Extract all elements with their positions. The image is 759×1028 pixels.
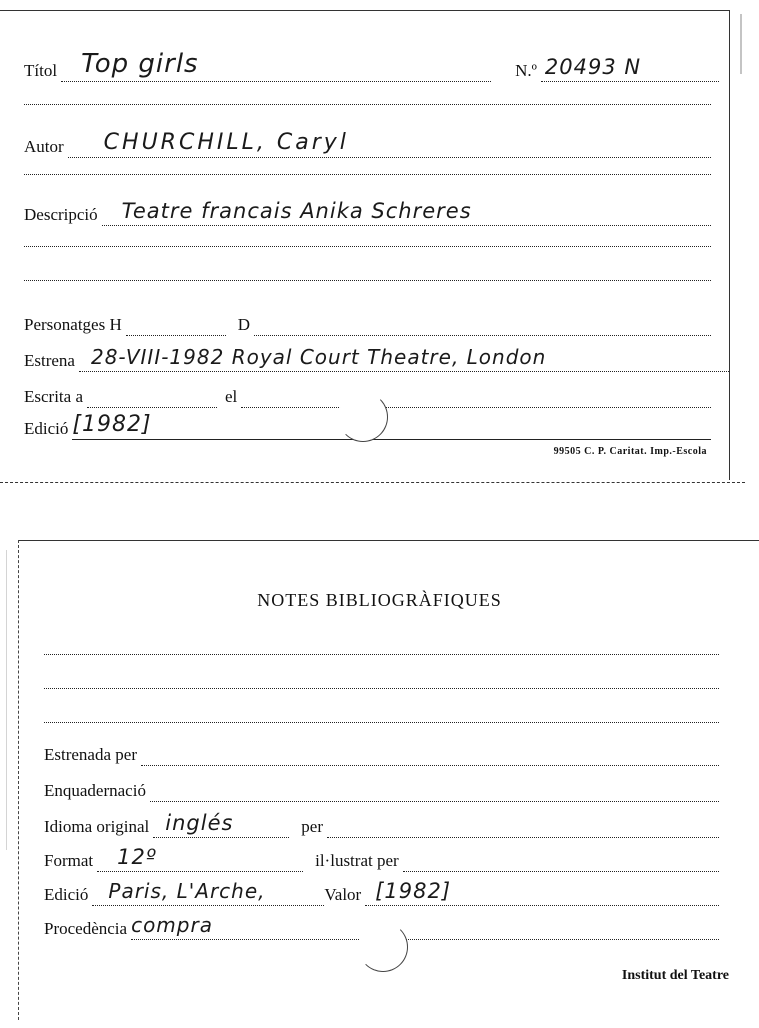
card-edge-left — [18, 540, 19, 1020]
catalog-card-back — [0, 530, 759, 1028]
num-label: N.º — [515, 61, 537, 80]
idioma-per-label: per — [301, 817, 323, 836]
enquadernacio-row — [44, 776, 719, 802]
edicio-back-field — [92, 879, 324, 906]
titol-label: Títol — [24, 61, 58, 80]
scan-noise — [740, 14, 742, 74]
titol-row — [24, 49, 719, 82]
format-row — [44, 846, 719, 872]
valor-label: Valor — [324, 885, 362, 904]
el-field — [241, 385, 711, 408]
blank-line — [44, 722, 719, 723]
punch-hole — [338, 392, 388, 442]
escrita-label: Escrita a — [24, 387, 83, 406]
valor-value: [1982] — [375, 879, 452, 903]
estrena-field — [79, 345, 729, 372]
num-value: 20493 N — [544, 55, 642, 79]
el-label: el — [225, 387, 238, 406]
descripcio-field — [102, 199, 711, 226]
valor-field — [365, 879, 719, 906]
enquadernacio-field — [150, 779, 719, 802]
personatges-h-field — [126, 313, 226, 336]
blank-line — [24, 280, 711, 281]
enquadernacio-label: Enquadernació — [44, 781, 146, 800]
personatges-d-field — [254, 313, 711, 336]
descripcio-row — [24, 200, 711, 226]
blank-line — [44, 688, 719, 689]
procedencia-label: Procedència — [44, 919, 128, 938]
notes-title: NOTES BIBLIOGRÀFIQUES — [257, 590, 502, 610]
edicio-value: [1982] — [72, 412, 152, 437]
edicio-back-row — [44, 880, 719, 906]
edicio-back-label: Edició — [44, 885, 89, 904]
blank-line — [24, 174, 711, 175]
punch-hole — [358, 922, 408, 972]
autor-row — [24, 132, 711, 158]
autor-label: Autor — [24, 137, 64, 156]
estrena-label: Estrena — [24, 351, 75, 370]
blank-line — [44, 654, 719, 655]
card-edge-bottom — [0, 482, 745, 483]
catalog-card-front — [0, 0, 759, 492]
estrenada-label: Estrenada per — [44, 745, 137, 764]
printer-imprint: 99505 C. P. Caritat. Imp.-Escola — [553, 446, 707, 457]
personatges-d-label: D — [237, 315, 251, 334]
edicio-back-value: Paris, L'Arche, — [108, 879, 266, 903]
edicio-label: Edició — [24, 419, 69, 438]
blank-line — [24, 104, 711, 105]
procedencia-field — [131, 913, 719, 940]
num-field — [541, 55, 719, 82]
descripcio-label: Descripció — [24, 205, 98, 224]
idioma-per-field — [327, 815, 719, 838]
institut-imprint: Institut del Teatre — [621, 968, 729, 983]
escrita-field — [87, 385, 217, 408]
personatges-h-label: Personatges H — [24, 315, 122, 334]
personatges-row — [24, 310, 711, 336]
estrenada-field — [141, 743, 719, 766]
card-edge-top — [0, 10, 729, 11]
titol-field — [61, 49, 491, 82]
estrena-value: 28-VIII-1982 Royal Court Theatre, London — [90, 345, 547, 369]
edicio-field — [72, 412, 711, 440]
blank-line — [24, 246, 711, 247]
autor-field — [68, 130, 711, 158]
format-value: 12º — [117, 845, 157, 869]
titol-value: Top girls — [81, 49, 199, 79]
idioma-value: inglés — [165, 811, 234, 835]
format-label: Format — [44, 851, 94, 870]
idioma-row — [44, 812, 719, 838]
illustrat-field — [403, 849, 719, 872]
idioma-label: Idioma original — [44, 817, 150, 836]
procedencia-value: compra — [131, 913, 213, 937]
estrenada-row — [44, 740, 719, 766]
format-field — [97, 845, 303, 872]
card-edge-right — [729, 10, 730, 480]
idioma-field — [153, 811, 289, 838]
autor-value: CHURCHILL, Caryl — [103, 130, 349, 155]
illustrat-label: il·lustrat per — [315, 851, 399, 870]
descripcio-value: Teatre francais Anika Schreres — [121, 199, 472, 223]
card-edge-top — [18, 540, 759, 541]
estrena-row — [24, 346, 729, 372]
